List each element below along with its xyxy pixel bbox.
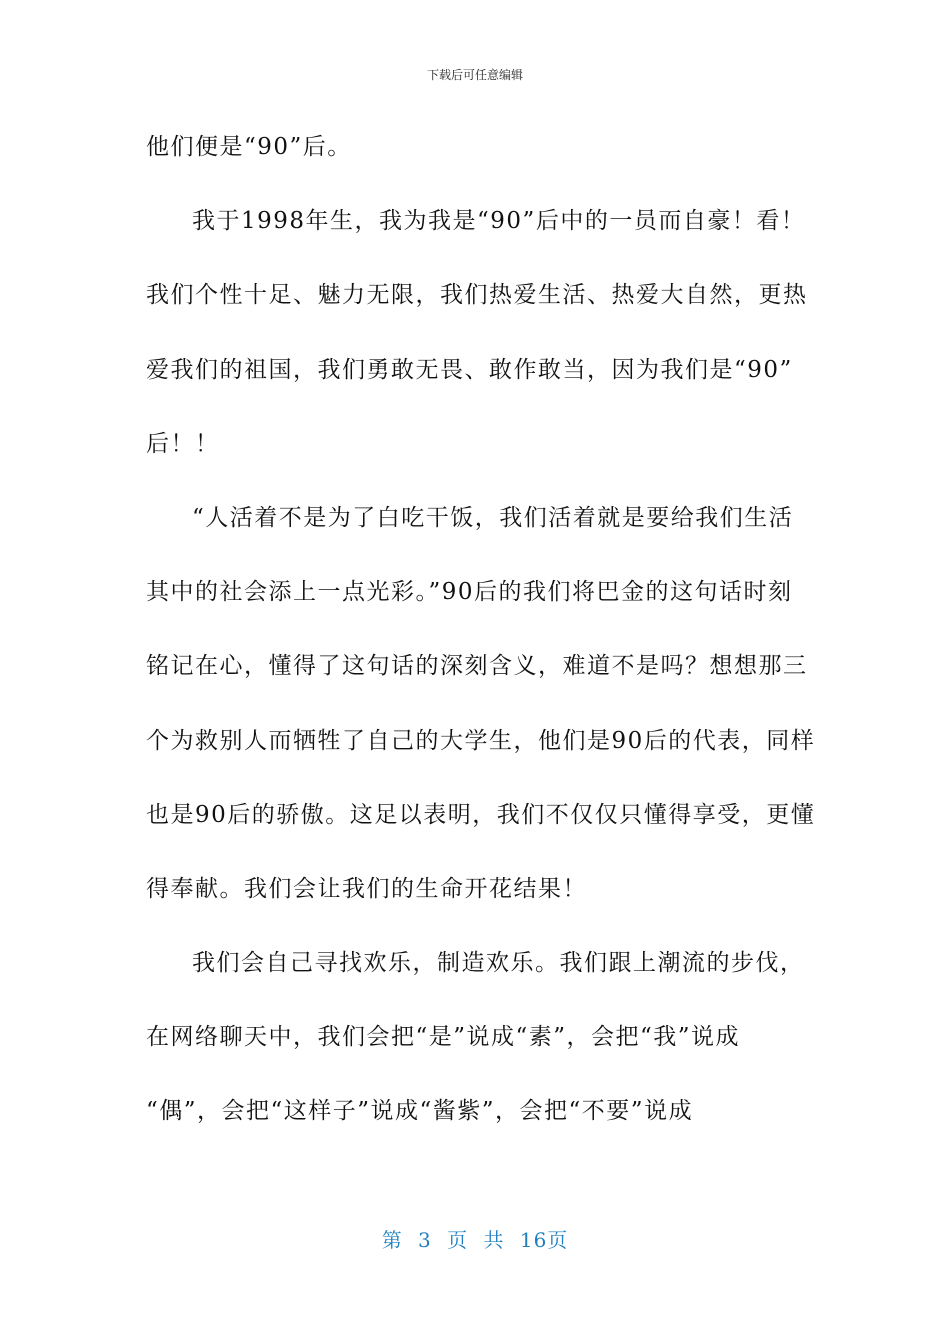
text-line: 个为救别人而牺牲了自己的大学生，他们是90后的代表，同样 — [146, 727, 816, 754]
text-line: 其中的社会添上一点光彩。”90后的我们将巴金的这句话时刻 — [146, 579, 793, 606]
text-line: 他们便是“90”后。 — [146, 134, 352, 160]
paragraph-start-line: 我于1998年生，我为我是“90”后中的一员而自豪！看！ — [192, 208, 806, 235]
paragraph-start-line: 我们会自己寻找欢乐，制造欢乐。我们跟上潮流的步伐， — [192, 950, 805, 977]
document-body — [146, 118, 816, 1157]
text-line: 铭记在心，懂得了这句话的深刻含义，难道不是吗？想想那三 — [146, 653, 808, 680]
text-line: 也是90后的骄傲。这足以表明，我们不仅仅只懂得享受，更懂 — [146, 801, 816, 828]
page-number-footer: 第 3 页 共 16页 — [381, 1228, 569, 1252]
text-line: 得奉献。我们会让我们的生命开花结果！ — [146, 875, 587, 902]
text-line: 我们个性十足、魅力无限，我们热爱生活、热爱大自然，更热 — [146, 282, 808, 309]
page-header: 下载后可任意编辑 — [426, 68, 523, 82]
text-line: “偶”，会把“这样子”说成“酱紫”，会把“不要”说成 — [146, 1098, 694, 1125]
text-line: 后！！ — [146, 430, 220, 457]
text-line: 在网络聊天中，我们会把“是”说成“素”，会把“我”说成 — [146, 1024, 741, 1051]
paragraph-start-line: “人活着不是为了白吃干饭，我们活着就是要给我们生活 — [192, 504, 794, 531]
text-line: 爱我们的祖国，我们勇敢无畏、敢作敢当，因为我们是“90” — [146, 356, 793, 383]
